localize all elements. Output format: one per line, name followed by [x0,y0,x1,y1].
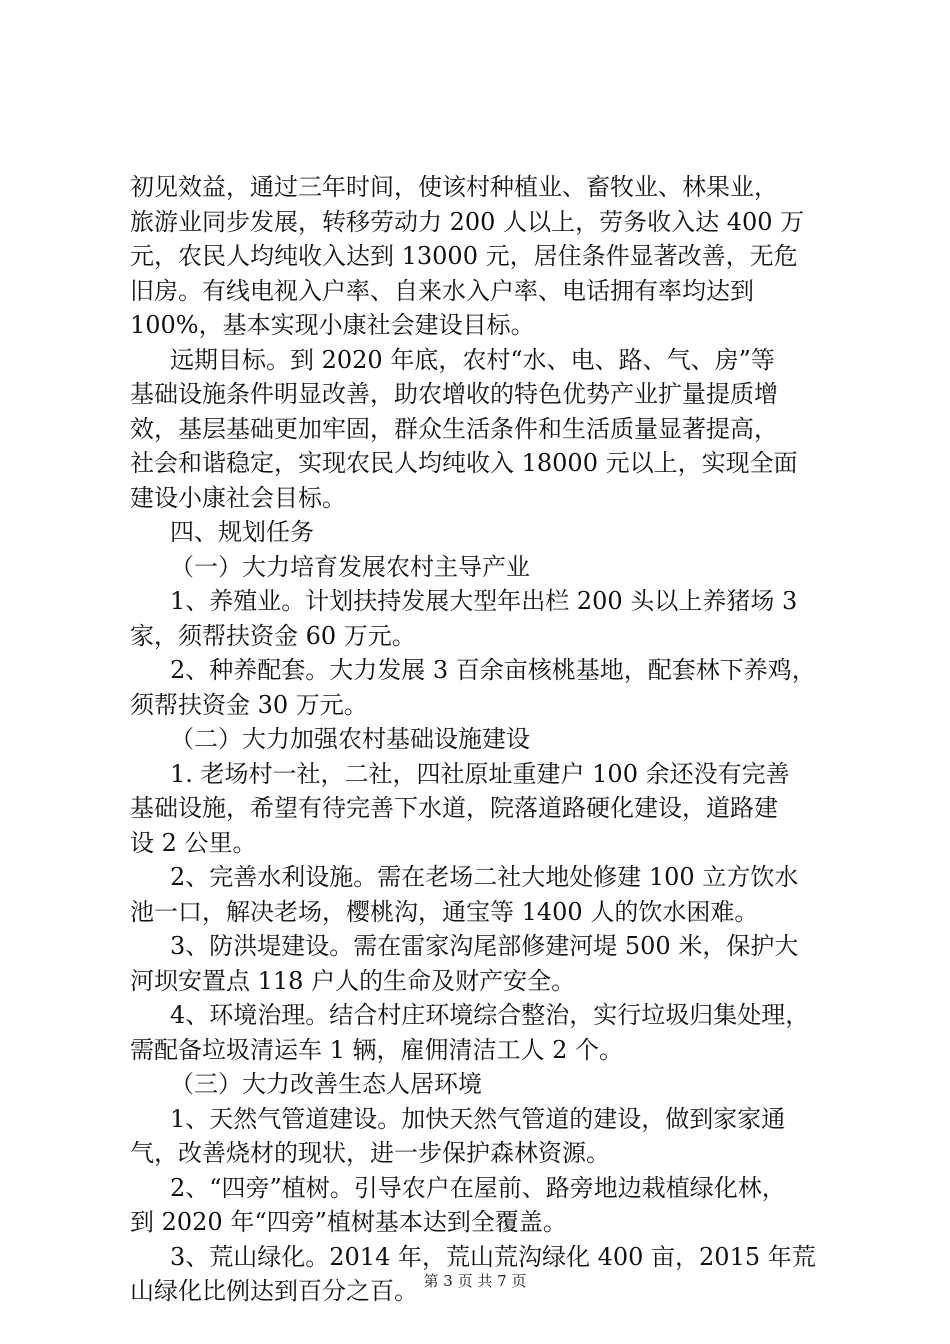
page-footer: 第 3 页 共 7 页 [423,1272,527,1290]
text-line: 池一口，解决老场，樱桃沟，通宝等 1400 人的饮水困难。 [130,897,759,926]
text-line: 1、天然气管道建设。加快天然气管道的建设，做到家家通 [170,1104,786,1133]
paragraph [130,1171,830,1240]
text-line: 社会和谐稳定，实现农民人均纯收入 18000 元以上，实现全面 [130,449,798,477]
text-line: 山绿化比例达到百分之百。 [130,1277,418,1305]
paragraph [130,550,830,585]
text-line: 100%，基本实现小康社会建设目标。 [130,311,535,339]
text-line: （一）大力培育发展农村主导产业 [170,552,530,581]
text-line: 3、防洪堤建设。需在雷家沟尾部修建河堤 500 米，保护大 [170,932,799,960]
text-line: 基础设施条件明显改善，助农增收的特色优势产业扩量提质增 [130,380,778,408]
paragraph [130,860,830,929]
text-line: 1、养殖业。计划扶持发展大型年出栏 200 头以上养猪场 3 [170,587,798,615]
text-line: 河坝安置点 118 户人的生命及财产安全。 [130,966,576,995]
paragraph [130,929,830,998]
paragraph [130,1067,830,1102]
text-line: 2、完善水利设施。需在老场二社大地处修建 100 立方饮水 [170,863,799,891]
text-line: 设 2 公里。 [130,828,257,857]
text-line: 2、“四旁”植树。引导农户在屋前、路旁地边栽植绿化林， [170,1173,786,1202]
paragraph [130,170,830,343]
text-line: 远期目标。到 2020 年底，农村“水、电、路、气、房”等 [170,345,775,374]
paragraph [130,722,830,757]
text-line: （三）大力改善生态人居环境 [170,1070,482,1098]
text-line: 家，须帮扶资金 60 万元。 [130,621,416,650]
text-line: 2、种养配套。大力发展 3 百余亩核桃基地，配套林下养鸡， [170,656,816,684]
text-line: 1. 老场村一社，二社，四社原址重建户 100 余还没有完善 [170,759,790,788]
text-line: 初见效益，通过三年时间，使该村种植业、畜牧业、林果业， [130,173,778,201]
text-line: 3、荒山绿化。2014 年，荒山荒沟绿化 400 亩，2015 年荒 [170,1242,816,1271]
paragraph [130,653,830,722]
text-line: （二）大力加强农村基础设施建设 [170,725,530,753]
paragraph [130,584,830,653]
text-line: 旅游业同步发展，转移劳动力 200 人以上，劳务收入达 400 万 [130,207,805,236]
text-line: 效，基层基础更加牢固，群众生活条件和生活质量显著提高， [130,414,778,443]
text-line: 基础设施，希望有待完善下水道，院落道路硬化建设，道路建 [130,794,778,822]
text-line: 4、环境治理。结合村庄环境综合整治，实行垃圾归集处理， [170,1001,810,1029]
document-body [130,170,830,1309]
paragraph [130,343,830,516]
text-line: 须帮扶资金 30 万元。 [130,690,368,719]
paragraph [130,515,830,550]
paragraph [130,1102,830,1171]
paragraph [130,757,830,861]
text-line: 气，改善烧材的现状，进一步保护森林资源。 [130,1139,610,1167]
text-line: 建设小康社会目标。 [130,483,346,512]
text-line: 元，农民人均纯收入达到 13000 元，居住条件显著改善，无危 [130,242,798,270]
text-line: 旧房。有线电视入户率、自来水入户率、电话拥有率均达到 [130,276,754,305]
text-line: 四、规划任务 [170,518,314,546]
text-line: 到 2020 年“四旁”植树基本达到全覆盖。 [130,1208,567,1236]
paragraph [130,998,830,1067]
text-line: 需配备垃圾清运车 1 辆，雇佣清洁工人 2 个。 [130,1035,624,1064]
